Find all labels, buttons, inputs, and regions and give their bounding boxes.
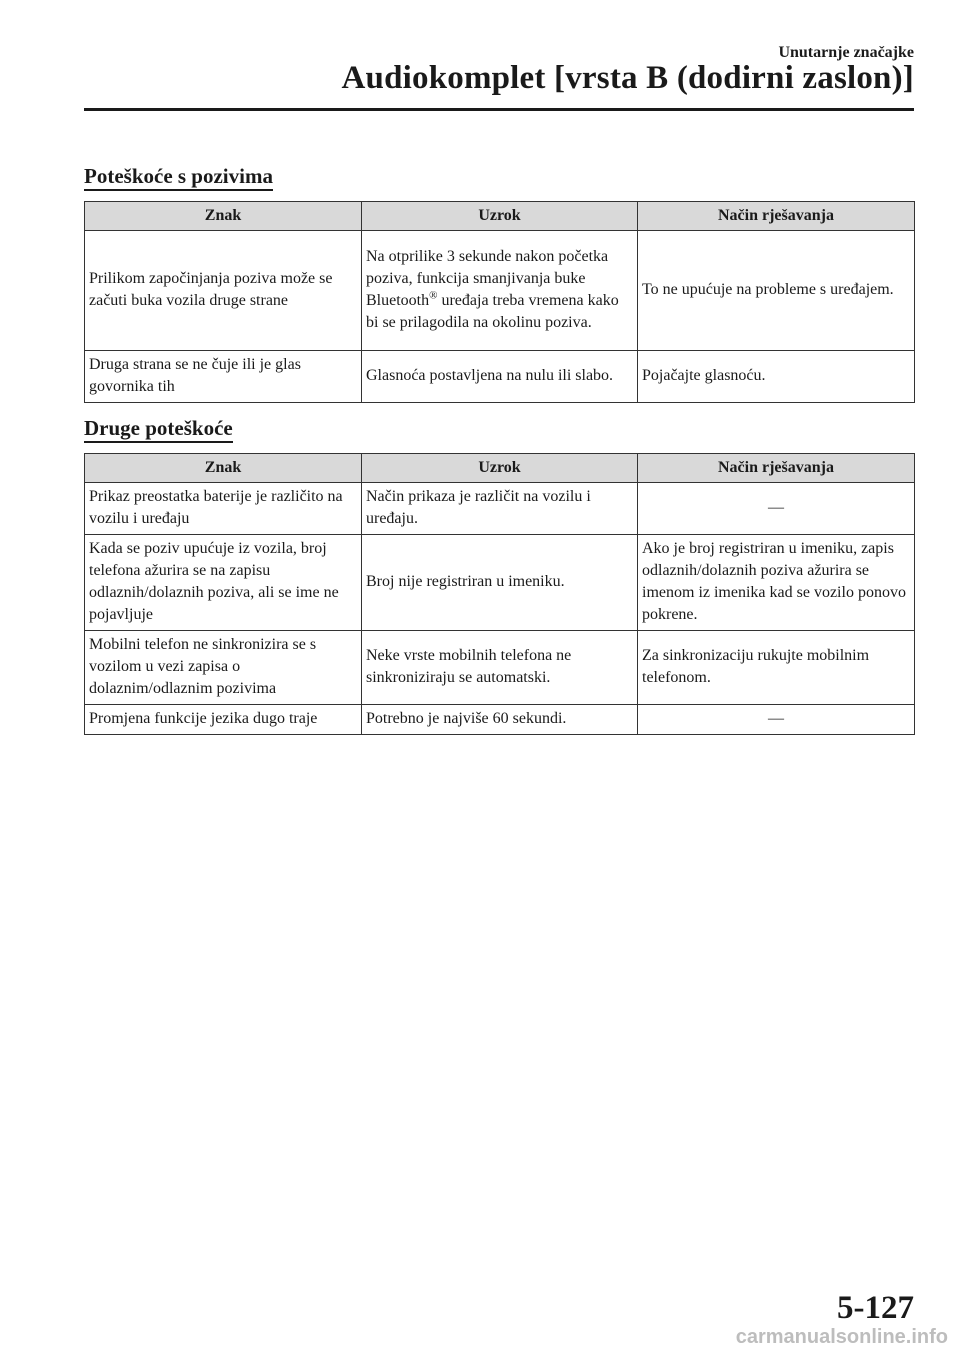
- cell-sign: Druga strana se ne čuje ili je glas govornika tih: [85, 351, 362, 403]
- other-problems-table: [84, 453, 915, 735]
- cell-solution: Ako je broj registriran u imeniku, zapis odlaznih/dolaznih poziva ažurira se imenom iz imenika kad se vozilo ponovo pokrene.: [638, 535, 915, 631]
- cell-sign: Mobilni telefon ne sinkronizira se s vozilom u vezi zapisa o dolaznim/odlaznim pozivima: [85, 631, 362, 705]
- cause-text-part: uređaja treba vremena kako bi se prilagodila na okolinu poziva.: [366, 292, 619, 331]
- cell-solution: —: [638, 705, 915, 735]
- section-heading-other-problems: Druge poteškoće: [84, 416, 233, 443]
- cell-sign: Kada se poziv upućuje iz vozila, broj telefona ažurira se na zapisu odlaznih/dolaznih poziva, ali se ime ne pojavljuje: [85, 535, 362, 631]
- call-problems-table: [84, 201, 915, 403]
- table-row: [85, 631, 915, 705]
- table-row: [85, 705, 915, 735]
- cell-solution: Pojačajte glasnoću.: [638, 351, 915, 403]
- column-header-sign: Znak: [85, 454, 362, 483]
- watermark: carmanualsonline.info: [735, 1326, 948, 1348]
- cell-solution: Za sinkronizaciju rukujte mobilnim telefonom.: [638, 631, 915, 705]
- table-row: [85, 231, 915, 351]
- cell-cause: Način prikaza je različit na vozilu i uređaju.: [362, 483, 638, 535]
- column-header-solution: Način rješavanja: [638, 202, 915, 231]
- table-row: [85, 535, 915, 631]
- table-row: [85, 483, 915, 535]
- column-header-sign: Znak: [85, 202, 362, 231]
- cell-sign: Prilikom započinjanja poziva može se začuti buka vozila druge strane: [85, 231, 362, 351]
- cell-sign: Promjena funkcije jezika dugo traje: [85, 705, 362, 735]
- column-header-cause: Uzrok: [362, 454, 638, 483]
- column-header-solution: Način rješavanja: [638, 454, 915, 483]
- cell-cause: Broj nije registriran u imeniku.: [362, 535, 638, 631]
- table-row: [85, 351, 915, 403]
- header-rule: [84, 108, 914, 111]
- cell-cause: Glasnoća postavljena na nulu ili slabo.: [362, 351, 638, 403]
- running-header-title: Audiokomplet [vrsta B (dodirni zaslon)]: [341, 60, 914, 96]
- page-number: 5-127: [837, 1290, 914, 1326]
- registered-mark: ®: [429, 289, 438, 302]
- cell-cause: Neke vrste mobilnih telefona ne sinkroniziraju se automatski.: [362, 631, 638, 705]
- cause-text-part: Na otprilike 3 sekunde nakon početka poziva, funkcija smanjivanja buke Bluetooth: [366, 248, 609, 309]
- cell-sign: Prikaz preostatka baterije je različito na vozilu i uređaju: [85, 483, 362, 535]
- cell-cause: Potrebno je najviše 60 sekundi.: [362, 705, 638, 735]
- cell-solution: —: [638, 483, 915, 535]
- running-header-section: Unutarnje značajke: [778, 44, 914, 61]
- section-heading-call-problems: Poteškoće s pozivima: [84, 164, 273, 191]
- table-header-row: [85, 202, 915, 231]
- cell-cause: [362, 231, 638, 351]
- table-header-row: [85, 454, 915, 483]
- cell-solution: To ne upućuje na probleme s uređajem.: [638, 231, 915, 351]
- column-header-cause: Uzrok: [362, 202, 638, 231]
